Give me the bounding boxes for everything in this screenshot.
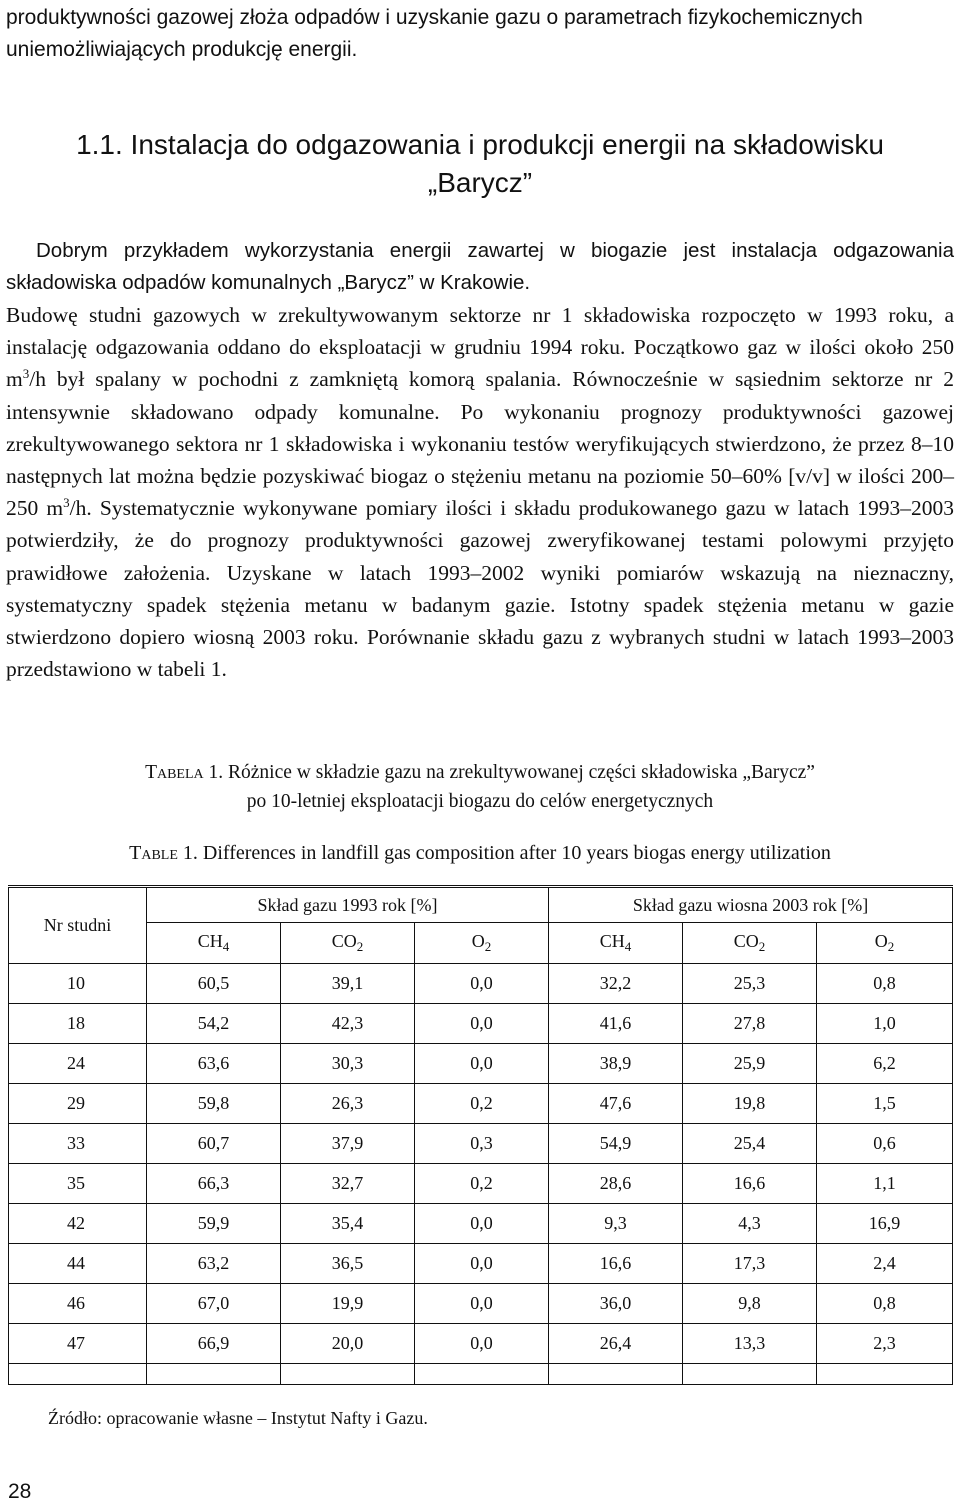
table-cell: 1,0: [817, 1004, 953, 1044]
formula-text: CH: [197, 931, 223, 951]
table-cell: 9,3: [549, 1204, 683, 1244]
table-cell: 0,0: [415, 1004, 549, 1044]
table-cell: 0,8: [817, 964, 953, 1004]
table-cell: 32,2: [549, 964, 683, 1004]
table-row: [9, 1004, 953, 1044]
table-row: [9, 964, 953, 1004]
table-cell: 0,0: [415, 1244, 549, 1284]
table-cell: 10: [9, 964, 147, 1004]
table-cell: 2,3: [817, 1324, 953, 1364]
section-heading-line1: 1.1. Instalacja do odgazowania i produkcji energii na składowisku: [76, 129, 884, 160]
formula-subscript: 2: [887, 939, 895, 954]
caption-text: Differences in landfill gas composition after 10 years biogas energy utilization: [202, 842, 831, 864]
table-cell: 1,5: [817, 1084, 953, 1124]
table-cell: 0,0: [415, 964, 549, 1004]
formula-subscript: 4: [222, 939, 230, 954]
table-cell: 30,3: [281, 1044, 415, 1084]
superscript: 3: [22, 366, 30, 382]
formula-text: O: [471, 931, 485, 951]
formula-subscript: 2: [484, 939, 492, 954]
table-cell: 4,3: [683, 1204, 817, 1244]
caption-line1: Różnice w składzie gazu na zrekultywowanej części składowiska „Barycz”: [228, 762, 815, 783]
gas-composition-table: [8, 885, 953, 1385]
table-cell: 2,4: [817, 1244, 953, 1284]
table-cell: 0,0: [415, 1324, 549, 1364]
header-1993-group: Skład gazu 1993 rok [%]: [147, 887, 549, 923]
page-number: 28: [8, 1480, 32, 1503]
table-cell: 28,6: [549, 1164, 683, 1204]
table-cell: 66,9: [147, 1324, 281, 1364]
formula-subscript: 2: [758, 939, 766, 954]
caption-label: Tabela 1.: [145, 762, 224, 783]
body-text-part2: /h był spalany w pochodni z zamkniętą komorą spalania. Równocześnie w sąsiednim sektorze nr 2 intensywnie składowano odpady komunalne. Po wykonaniu prognozy produktywności gazowej zrekultywowanego sektora nr 1 składowiska i wykonaniu testów weryfikujących stwierdzono, że przez 8–10 następnych lat można będzie pozyskiwać biogaz o stężeniu metanu na poziomie 50–60% [v/v] w ilości 200–250 m: [6, 367, 954, 521]
table-cell: 67,0: [147, 1284, 281, 1324]
header-well-number: Nr studni: [9, 887, 147, 964]
table-cell: 17,3: [683, 1244, 817, 1284]
table-cell: 47: [9, 1324, 147, 1364]
formula-text: CO: [331, 931, 357, 951]
table-cell: 25,9: [683, 1044, 817, 1084]
table-cell: 27,8: [683, 1004, 817, 1044]
header-ch4-2003: [549, 923, 683, 964]
table-cell: 42: [9, 1204, 147, 1244]
table-cell: 59,8: [147, 1084, 281, 1124]
table-cell: 38,9: [549, 1044, 683, 1084]
table-cell: 1,1: [817, 1164, 953, 1204]
table-caption-polish: [30, 758, 930, 816]
table-cell: 46: [9, 1284, 147, 1324]
section-heading: [20, 126, 940, 202]
table-cell: 25,3: [683, 964, 817, 1004]
formula-subscript: 2: [356, 939, 364, 954]
table-cell: 0,6: [817, 1124, 953, 1164]
caption-line2: po 10-letniej eksploatacji biogazu do celów energetycznych: [246, 791, 714, 812]
table-cell: 60,7: [147, 1124, 281, 1164]
table-cell: 33: [9, 1124, 147, 1164]
table-row: [9, 1244, 953, 1284]
formula-text: CO: [733, 931, 759, 951]
table-cell: 36,5: [281, 1244, 415, 1284]
body-text-part1: Budowę studni gazowych w zrekultywowanym sektorze nr 1 składowiska rozpoczęto w 1993 roku, a instalację odgazowania oddano do eksploatacji w grudniu 1994 roku. Początkowo gaz w ilości około 250 m: [6, 303, 954, 392]
table-cell: 54,2: [147, 1004, 281, 1044]
table-cell: 39,1: [281, 964, 415, 1004]
table-cell: 16,9: [817, 1204, 953, 1244]
formula-subscript: 4: [624, 939, 632, 954]
table-cell: 59,9: [147, 1204, 281, 1244]
caption-label: Table 1.: [129, 842, 198, 864]
table-cell: 42,3: [281, 1004, 415, 1044]
section-heading-line2: „Barycz”: [427, 167, 533, 198]
table-cell: 41,6: [549, 1004, 683, 1044]
lead-paragraph: Dobrym przykładem wykorzystania energii zawartej w biogazie jest instalacja odgazowania składowiska odpadów komunalnych „Barycz” w Krakowie.: [6, 239, 954, 294]
formula-text: CH: [599, 931, 625, 951]
table-cell: 24: [9, 1044, 147, 1084]
table-subheader-row: [9, 923, 953, 964]
table-cell: 36,0: [549, 1284, 683, 1324]
table-caption-english: [10, 838, 950, 868]
body-text-part3: /h. Systematycznie wykonywane pomiary ilości i składu produkowanego gazu w latach 1993–2003 potwierdziły, że do prognozy produktywności gazowej zweryfikowanej testami polowymi przyjęto prawidłowe założenia. Uzyskane w latach 1993–2002 wyniki pomiarów wskazują na nieznaczny, systematyczny spadek stężenia metanu w badanym gazie. Istotny spadek stężenia metanu w gazie stwierdzono dopiero wiosną 2003 roku. Porównanie składu gazu z wybranych studni w latach 1993–2003 przedstawiono w tabeli 1.: [6, 496, 954, 682]
table-cell: 9,8: [683, 1284, 817, 1324]
table-cell: 19,8: [683, 1084, 817, 1124]
header-o2-2003: [817, 923, 953, 964]
header-co2-2003: [683, 923, 817, 964]
table-cell: 37,9: [281, 1124, 415, 1164]
table-cell: 18: [9, 1004, 147, 1044]
table-row: [9, 1324, 953, 1364]
table-cell: 16,6: [549, 1244, 683, 1284]
table-row: [9, 1084, 953, 1124]
table-cell: 0,0: [415, 1204, 549, 1244]
table-cell: 0,8: [817, 1284, 953, 1324]
table-row: [9, 1164, 953, 1204]
table-source-note: Źródło: opracowanie własne – Instytut Nafty i Gazu.: [48, 1408, 428, 1428]
superscript: 3: [63, 495, 70, 511]
table-cell: 20,0: [281, 1324, 415, 1364]
table-cell: 19,9: [281, 1284, 415, 1324]
table-row: [9, 1204, 953, 1244]
table-cell: 29: [9, 1084, 147, 1124]
table-cell: 26,4: [549, 1324, 683, 1364]
table-header-row: [9, 887, 953, 923]
header-ch4-1993: [147, 923, 281, 964]
table-cell: 44: [9, 1244, 147, 1284]
table-cell: 0,3: [415, 1124, 549, 1164]
table-cell: 16,6: [683, 1164, 817, 1204]
table-row: [9, 1124, 953, 1164]
intro-paragraph: produktywności gazowej złoża odpadów i uzyskanie gazu o parametrach fizykochemicznych uniemożliwiających produkcję energii.: [6, 6, 863, 61]
header-co2-1993: [281, 923, 415, 964]
table-bottom-spacer: [9, 1364, 953, 1385]
header-o2-1993: [415, 923, 549, 964]
table-cell: 25,4: [683, 1124, 817, 1164]
table-cell: 54,9: [549, 1124, 683, 1164]
table-cell: 26,3: [281, 1084, 415, 1124]
table-cell: 35,4: [281, 1204, 415, 1244]
table-cell: 0,0: [415, 1044, 549, 1084]
table-cell: 0,0: [415, 1284, 549, 1324]
table-cell: 0,2: [415, 1164, 549, 1204]
table-cell: 47,6: [549, 1084, 683, 1124]
table-row: [9, 1044, 953, 1084]
table-cell: 35: [9, 1164, 147, 1204]
table-row: [9, 1284, 953, 1324]
table-cell: 32,7: [281, 1164, 415, 1204]
header-2003-group: Skład gazu wiosna 2003 rok [%]: [549, 887, 953, 923]
formula-text: O: [874, 931, 888, 951]
table-cell: 0,2: [415, 1084, 549, 1124]
table-cell: 63,2: [147, 1244, 281, 1284]
table-cell: 6,2: [817, 1044, 953, 1084]
table-cell: 63,6: [147, 1044, 281, 1084]
table-cell: 66,3: [147, 1164, 281, 1204]
table-cell: 60,5: [147, 964, 281, 1004]
table-cell: 13,3: [683, 1324, 817, 1364]
body-paragraph: [6, 299, 954, 685]
